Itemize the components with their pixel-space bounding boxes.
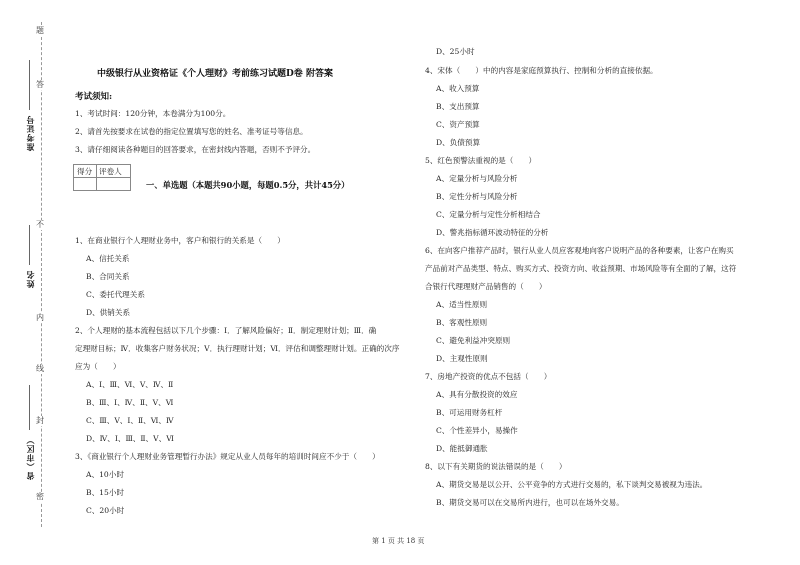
option-line: B、定性分析与风险分析 [436, 192, 518, 201]
section-title: 一、单选题（本题共90小题，每题0.5分，共计45分） [146, 180, 350, 190]
notice-item: 1、考试时间：120分钟，本卷满分为100分。 [75, 109, 231, 118]
question-line: 1、在商业银行个人理财业务中，客户和银行的关系是（ ） [75, 236, 285, 245]
option-line: A、具有分散投资的效应 [436, 390, 518, 399]
option-line: C、委托代理关系 [86, 290, 145, 299]
seal-char: 封 [36, 416, 44, 425]
option-line: C、避免利益冲突原则 [436, 336, 511, 345]
seal-char: 线 [36, 364, 44, 373]
question-line: 产品前对产品类型、特点、购买方式、投资方向、收益预期、市场风险等有全面的了解，这符 [425, 264, 737, 273]
option-line: C、Ⅲ、Ⅴ、Ⅰ、Ⅱ、Ⅵ、Ⅳ [86, 416, 174, 425]
seal-char: 题 [36, 26, 44, 35]
seal-char: 密 [36, 492, 44, 501]
option-line: D、警兆指标循环波动特征的分析 [436, 228, 549, 237]
option-line: B、合同关系 [86, 272, 130, 281]
province-label: 省（市区） [25, 435, 35, 480]
option-line: A、收入预算 [436, 84, 480, 93]
grader-header: 评卷人 [99, 167, 122, 176]
question-line: 应为（ ） [75, 362, 121, 371]
question-line: 合银行代理理财产品销售的（ ） [425, 282, 547, 291]
option-line: A、期货交易是以公开、公平竞争的方式进行交易的，私下谈判交易被视为违法。 [436, 480, 708, 489]
option-line: B、15小时 [86, 488, 125, 497]
question-line: 7、房地产投资的优点不包括（ ） [425, 372, 552, 381]
seal-char: 答 [36, 80, 44, 89]
option-line: B、期货交易可以在交易所内进行，也可以在场外交易。 [436, 498, 624, 507]
exam-id-label: 准考证号 [25, 115, 35, 151]
page-footer: 第 1 页 共 18 页 [372, 537, 425, 545]
question-line: 定理财目标；Ⅳ．收集客户财务状况；Ⅴ．执行理财计划；Ⅵ．评估和调整理财计划。正确的次序 [75, 344, 400, 353]
option-line: B、Ⅲ、Ⅰ、Ⅳ、Ⅱ、Ⅴ、Ⅵ [86, 398, 174, 407]
name-label: 姓名 [25, 270, 35, 288]
seal-dashed-line [41, 22, 42, 527]
option-line: C、定量分析与定性分析相结合 [436, 210, 541, 219]
notice-item: 2、请首先按要求在试卷的指定位置填写您的姓名、准考证号等信息。 [75, 127, 308, 136]
score-header: 得分 [77, 167, 93, 176]
option-line: A、信托关系 [86, 254, 130, 263]
question-line: 4、宋体（ ）中的内容是家庭预算执行、控制和分析的直接依据。 [425, 66, 658, 75]
option-line: A、10小时 [86, 470, 124, 479]
option-line: B、支出预算 [436, 102, 480, 111]
option-line: D、负债预算 [436, 138, 481, 147]
seal-char: 不 [36, 220, 44, 229]
name-blank [29, 225, 30, 265]
option-line: D、Ⅳ、Ⅰ、Ⅲ、Ⅱ、Ⅴ、Ⅵ [86, 434, 174, 443]
question-line: 6、在向客户推荐产品时，银行从业人员应客观地向客户说明产品的各种要素，让客户在购买 [425, 246, 734, 255]
seal-char: 内 [36, 313, 44, 322]
exam-id-blank [29, 60, 30, 110]
question-line: 2、个人理财的基本流程包括以下几个步骤：Ⅰ．了解风险偏好；Ⅱ．制定理财计划；Ⅲ．确 [75, 326, 377, 335]
question-line: 8、以下有关期货的说法错误的是（ ） [425, 462, 567, 471]
option-line: A、适当性原则 [436, 300, 488, 309]
option-line: C、20小时 [86, 506, 125, 515]
notice-item: 3、请仔细阅读各种题目的回答要求，在密封线内答题，否则不予评分。 [75, 145, 316, 154]
option-line: C、资产预算 [436, 120, 480, 129]
score-table [73, 164, 131, 191]
option-line: D、25小时 [436, 47, 475, 56]
option-line: B、可运用财务杠杆 [436, 408, 503, 417]
option-line: A、Ⅰ、Ⅲ、Ⅵ、Ⅴ、Ⅳ、Ⅱ [86, 380, 174, 389]
notice-heading: 考试须知: [75, 92, 113, 102]
option-line: D、能抵御通胀 [436, 444, 488, 453]
question-line: 3、《商业银行个人理财业务管理暂行办法》规定从业人员每年的培训时间应不少于（ ） [75, 452, 380, 461]
question-line: 5、红色预警法重视的是（ ） [425, 156, 537, 165]
option-line: D、主观性原则 [436, 354, 488, 363]
option-line: A、定量分析与风险分析 [436, 174, 518, 183]
exam-title: 中级银行从业资格证《个人理财》考前练习试题D卷 附答案 [97, 69, 333, 79]
option-line: C、个性差异小，易操作 [436, 426, 518, 435]
option-line: D、供销关系 [86, 308, 131, 317]
province-blank [29, 385, 30, 430]
option-line: B、客观性原则 [436, 318, 488, 327]
